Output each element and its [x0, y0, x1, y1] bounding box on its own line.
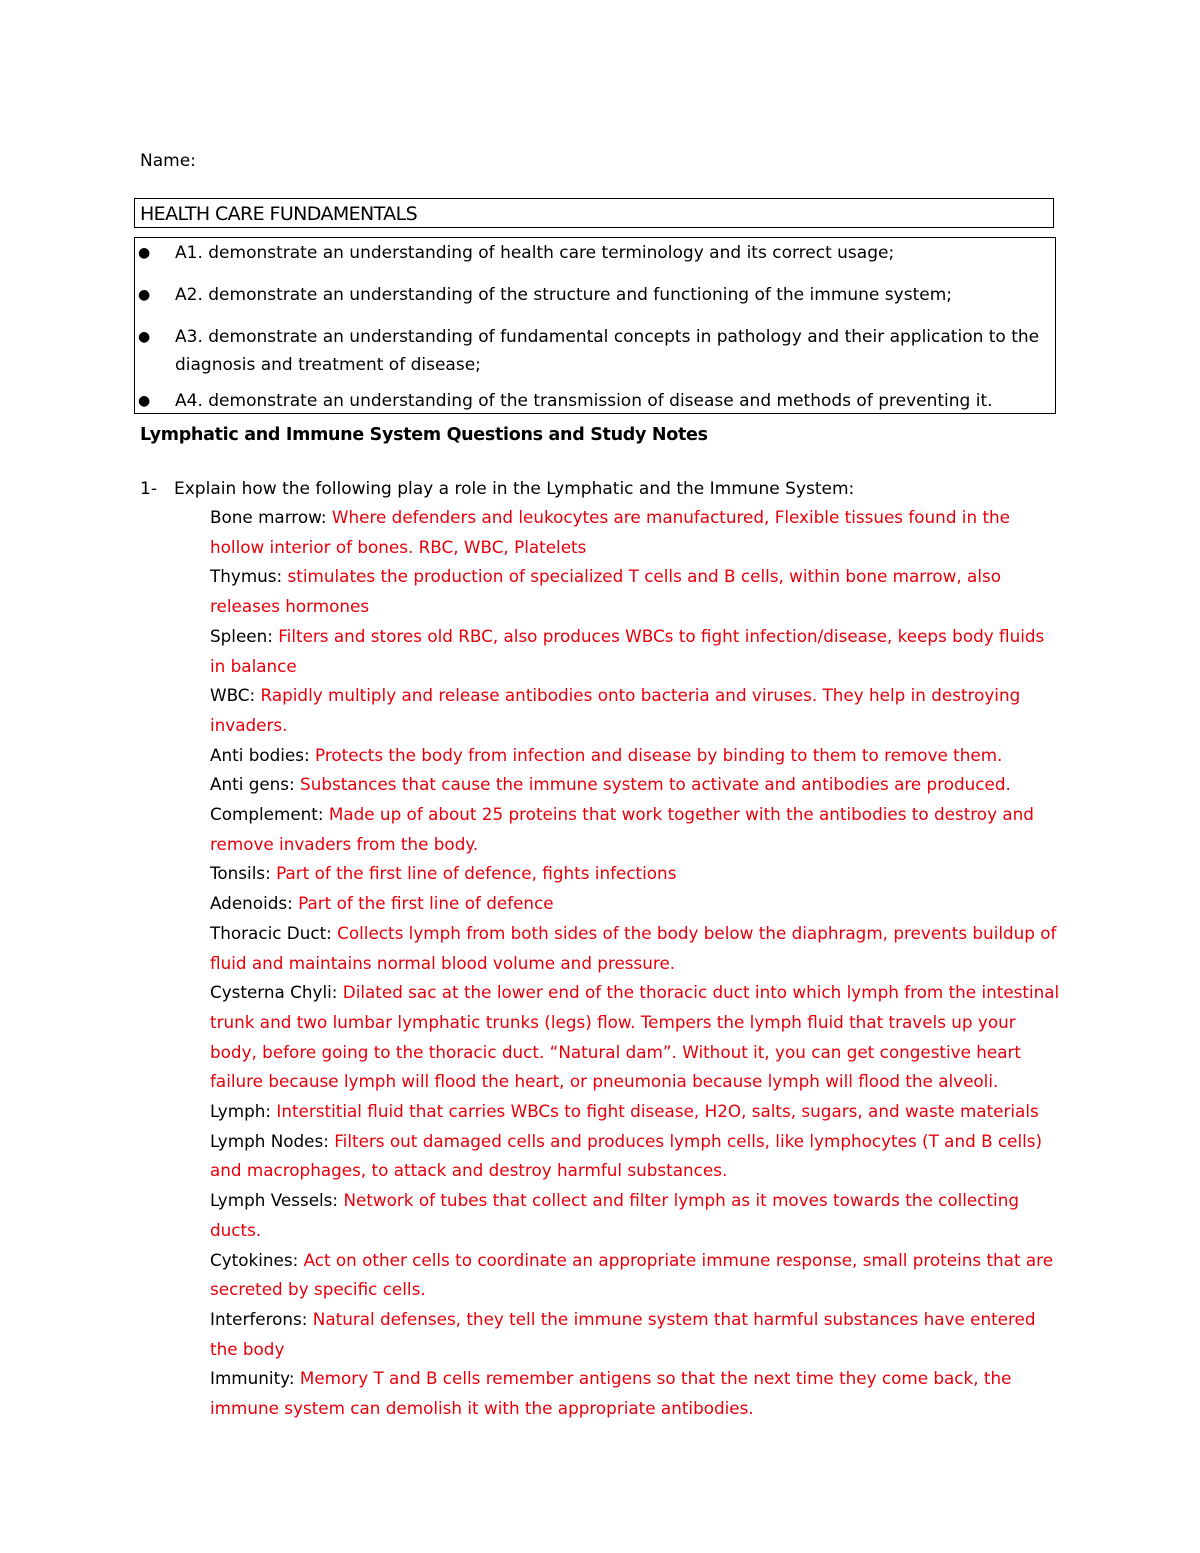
answer-entry — [210, 800, 1060, 859]
entry-term: Complement: — [210, 804, 324, 825]
bullet-icon: ● — [138, 287, 151, 303]
entry-term: Thoracic Duct: — [210, 922, 332, 943]
entry-definition: Collects lymph from both sides of the body below the diaphragm, prevents buildup of fluid and maintains normal blood volume and pressure. — [210, 922, 1057, 973]
entry-definition: Protects the body from infection and disease by binding to them to remove them. — [315, 744, 1003, 765]
entry-definition: Made up of about 25 proteins that work together with the antibodies to destroy and remove invaders from the body. — [210, 804, 1034, 854]
entry-definition: Part of the first line of defence — [298, 893, 554, 914]
answer-entry — [210, 681, 1060, 740]
entry-term: Interferons: — [210, 1308, 308, 1329]
entry-term: Adenoids: — [210, 893, 293, 914]
answer-entry — [210, 1305, 1060, 1364]
objective-text: A2. demonstrate an understanding of the structure and functioning of the immune system; — [175, 285, 952, 305]
bullet-icon: ● — [138, 245, 151, 261]
entry-definition: Dilated sac at the lower end of the thoracic duct into which lymph from the intestinal trunk and two lumbar lymphatic trunks (legs) flow. Tempers the lymph fluid that travels up your body, before going to the thoracic duct. “Natural dam”. Without it, you can get congestive heart failure because lymph will flood the heart, or pneumonia because lymph will flood the alveoli. — [210, 982, 1060, 1092]
entry-term: Anti bodies: — [210, 744, 310, 765]
entry-definition: Part of the first line of defence, fights infections — [276, 863, 677, 884]
objective-text: A1. demonstrate an understanding of health care terminology and its correct usage; — [175, 243, 895, 263]
entry-definition: Substances that cause the immune system to activate and antibodies are produced. — [300, 774, 1011, 795]
answer-entry — [210, 889, 1060, 919]
answer-list — [210, 503, 1060, 1424]
entry-term: Immunity: — [210, 1368, 295, 1389]
answer-entry — [210, 1246, 1060, 1305]
entry-term: Spleen: — [210, 625, 273, 646]
entry-term: Bone marrow: — [210, 507, 327, 527]
entry-definition: stimulates the production of specialized T cells and B cells, within bone marrow, also releases hormones — [210, 566, 1002, 617]
answer-entry — [210, 562, 1060, 621]
entry-definition: Act on other cells to coordinate an appropriate immune response, small proteins that are secreted by specific cells. — [210, 1249, 1054, 1300]
question-text: Explain how the following play a role in the Lymphatic and the Immune System: — [174, 479, 855, 499]
entry-term: WBC: — [210, 685, 256, 706]
name-label: Name: — [140, 151, 196, 171]
question-number: 1- — [140, 479, 157, 499]
section-heading: Lymphatic and Immune System Questions and Study Notes — [140, 425, 708, 445]
objectives-box — [134, 237, 1056, 414]
answer-entry — [210, 1186, 1060, 1245]
answer-entry — [210, 859, 1060, 889]
entry-definition: Filters out damaged cells and produces lymph cells, like lymphocytes (T and B cells) and macrophages, to attack and destroy harmful substances. — [210, 1130, 1043, 1181]
entry-term: Lymph Vessels: — [210, 1190, 339, 1211]
entry-term: Tonsils: — [210, 863, 271, 884]
bullet-icon: ● — [138, 329, 151, 345]
entry-definition: Natural defenses, they tell the immune system that harmful substances have entered the body — [210, 1308, 1036, 1359]
objective-text: A4. demonstrate an understanding of the transmission of disease and methods of preventing it. — [175, 391, 993, 411]
entry-definition: Where defenders and leukocytes are manufactured, Flexible tissues found in the hollow interior of bones. RBC, WBC, Platelets — [210, 507, 1010, 557]
answer-entry — [210, 919, 1060, 978]
course-title-box — [134, 198, 1054, 228]
entry-definition: Memory T and B cells remember antigens so that the next time they come back, the immune system can demolish it with the appropriate antibodies. — [210, 1368, 1012, 1419]
course-title: HEALTH CARE FUNDAMENTALS — [140, 203, 418, 225]
answer-entry — [210, 741, 1060, 771]
answer-entry — [210, 1127, 1060, 1186]
question-prompt — [140, 476, 854, 502]
entry-definition: Interstitial fluid that carries WBCs to fight disease, H2O, salts, sugars, and waste materials — [276, 1101, 1039, 1122]
entry-definition: Network of tubes that collect and filter lymph as it moves towards the collecting ducts. — [210, 1190, 1019, 1240]
answer-entry — [210, 770, 1060, 800]
answer-entry — [210, 503, 1060, 562]
objective-text: A3. demonstrate an understanding of fundamental concepts in pathology and their application to the diagnosis and treatment of disease; — [175, 327, 1040, 375]
answer-entry — [210, 622, 1060, 681]
entry-term: Cysterna Chyli: — [210, 982, 338, 1003]
entry-term: Cytokines: — [210, 1249, 299, 1270]
entry-term: Anti gens: — [210, 774, 295, 795]
entry-definition: Rapidly multiply and release antibodies onto bacteria and viruses. They help in destroying invaders. — [210, 685, 1021, 735]
answer-entry — [210, 1097, 1060, 1127]
entry-term: Thymus: — [210, 566, 283, 587]
bullet-icon: ● — [138, 393, 151, 409]
answer-entry — [210, 1364, 1060, 1423]
entry-term: Lymph: — [210, 1101, 272, 1122]
entry-definition: Filters and stores old RBC, also produces WBCs to fight infection/disease, keeps body fluids in balance — [210, 625, 1045, 676]
entry-term: Lymph Nodes: — [210, 1130, 329, 1151]
answer-entry — [210, 978, 1060, 1097]
